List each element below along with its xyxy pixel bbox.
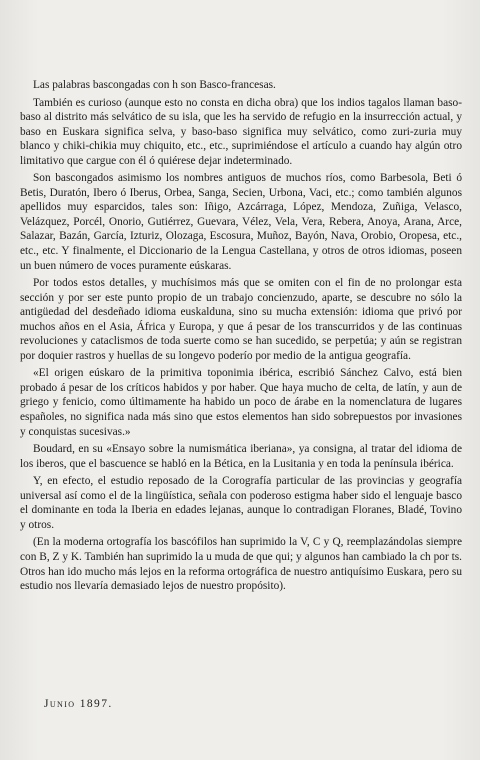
paragraph: Son bascongados asimismo los nombres antiguos de muchos ríos, como Barbesola, Beti ó Betis, Duratón, Ibero ó Iberus, Orbea, Sanga, Secien, Urbona, Vaci, etc.; como también algunos apellidos muy esparcidos, tales son: Iñigo, Azcárraga, López, Mendoza, Zuñiga, Velasco, Velázquez, Porcél, Onorio, Gutiérrez, Guevara, Vélez, Vela, Vera, Rebera, Anoya, Arana, Arce, Salazar, Bazán, García, Izturiz, Olozaga, Escosura, Muñoz, Bayón, Nava, Orobio, Oropesa, etc., etc., etc. Y finalmente, el Diccionario de la Lengua Castellana, y otros de otros idiomas, poseen un buen número de voces puramente eúskaras. (20, 172, 462, 272)
paragraph: Y, en efecto, el estudio reposado de la Corografía particular de las provincias y geografía universal así como el de la lingüística, señala con poderoso estigma haber sido el lenguaje basco el dominante en toda la Iberia en edades lejanas, aunque lo contradigan Floranes, Bladé, Tovino y otros. (20, 475, 462, 531)
date-line: Junio 1897. (44, 698, 113, 710)
paragraph: «El origen eúskaro de la primitiva toponimia ibérica, escribió Sánchez Calvo, está bien probado á pesar de los críticos habidos y por haber. Que haya mucho de celta, de latín, y aun de griego y fenicio, como últimamente ha habido un poco de árabe en la nomenclatura de lugares españoles, no significa nada más sino que estos elementos han sido sobrepuestos por invasiones y conquistas sucesivas.» (20, 367, 462, 438)
paragraph: Por todos estos detalles, y muchísimos más que se omiten con el fin de no prolongar esta sección y por ser este punto propio de un trabajo concienzudo, aparte, se descubre no sólo la antigüedad del desdeñado idioma euskalduna, sino su mucha extensión: idioma que privó por muchos años en el Asia, África y Europa, y que á pesar de los transcurridos y de las continuas revoluciones y cataclismos de toda suerte como se han sucedido, se perpetúa; y aún se registran por doquier rastros y huellas de su longevo poderío por medio de la antigua geografía. (20, 277, 462, 362)
paragraph: También es curioso (aunque esto no consta en dicha obra) que los indios tagalos llaman baso-baso al distrito más selvático de su isla, que les ha servido de refugio en la insurrección actual, y baso en Euskara significa selva, y baso-baso significa muy selvático, como zuri-zuria muy blanco y chiki-chikia muy chiquito, etc., etc., suprimiéndose el artículo a cuando hay algún otro limitativo que cargue con él ó quiérese dejar indeterminado. (20, 96, 462, 167)
body-text (20, 78, 462, 594)
paragraph: (En la moderna ortografía los bascófilos han suprimido la V, C y Q, reemplazándolas siempre con B, Z y K. También han suprimido la u muda de que qui; y algunos han cambiado la ch por ts. Otros han ido mucho más lejos en la reforma ortográfica de nuestro antiquísimo Euskara, pero su estudio nos llevaría demasiado lejos de nuestro propósito). (20, 536, 462, 593)
paragraph: Las palabras bascongadas con h son Basco-francesas. (33, 79, 276, 91)
paragraph: Boudard, en su «Ensayo sobre la numismática iberiana», ya consigna, al tratar del idioma de los iberos, que el bascuence se habló en la Bética, en la Lusitania y en toda la península ibérica. (20, 443, 462, 470)
